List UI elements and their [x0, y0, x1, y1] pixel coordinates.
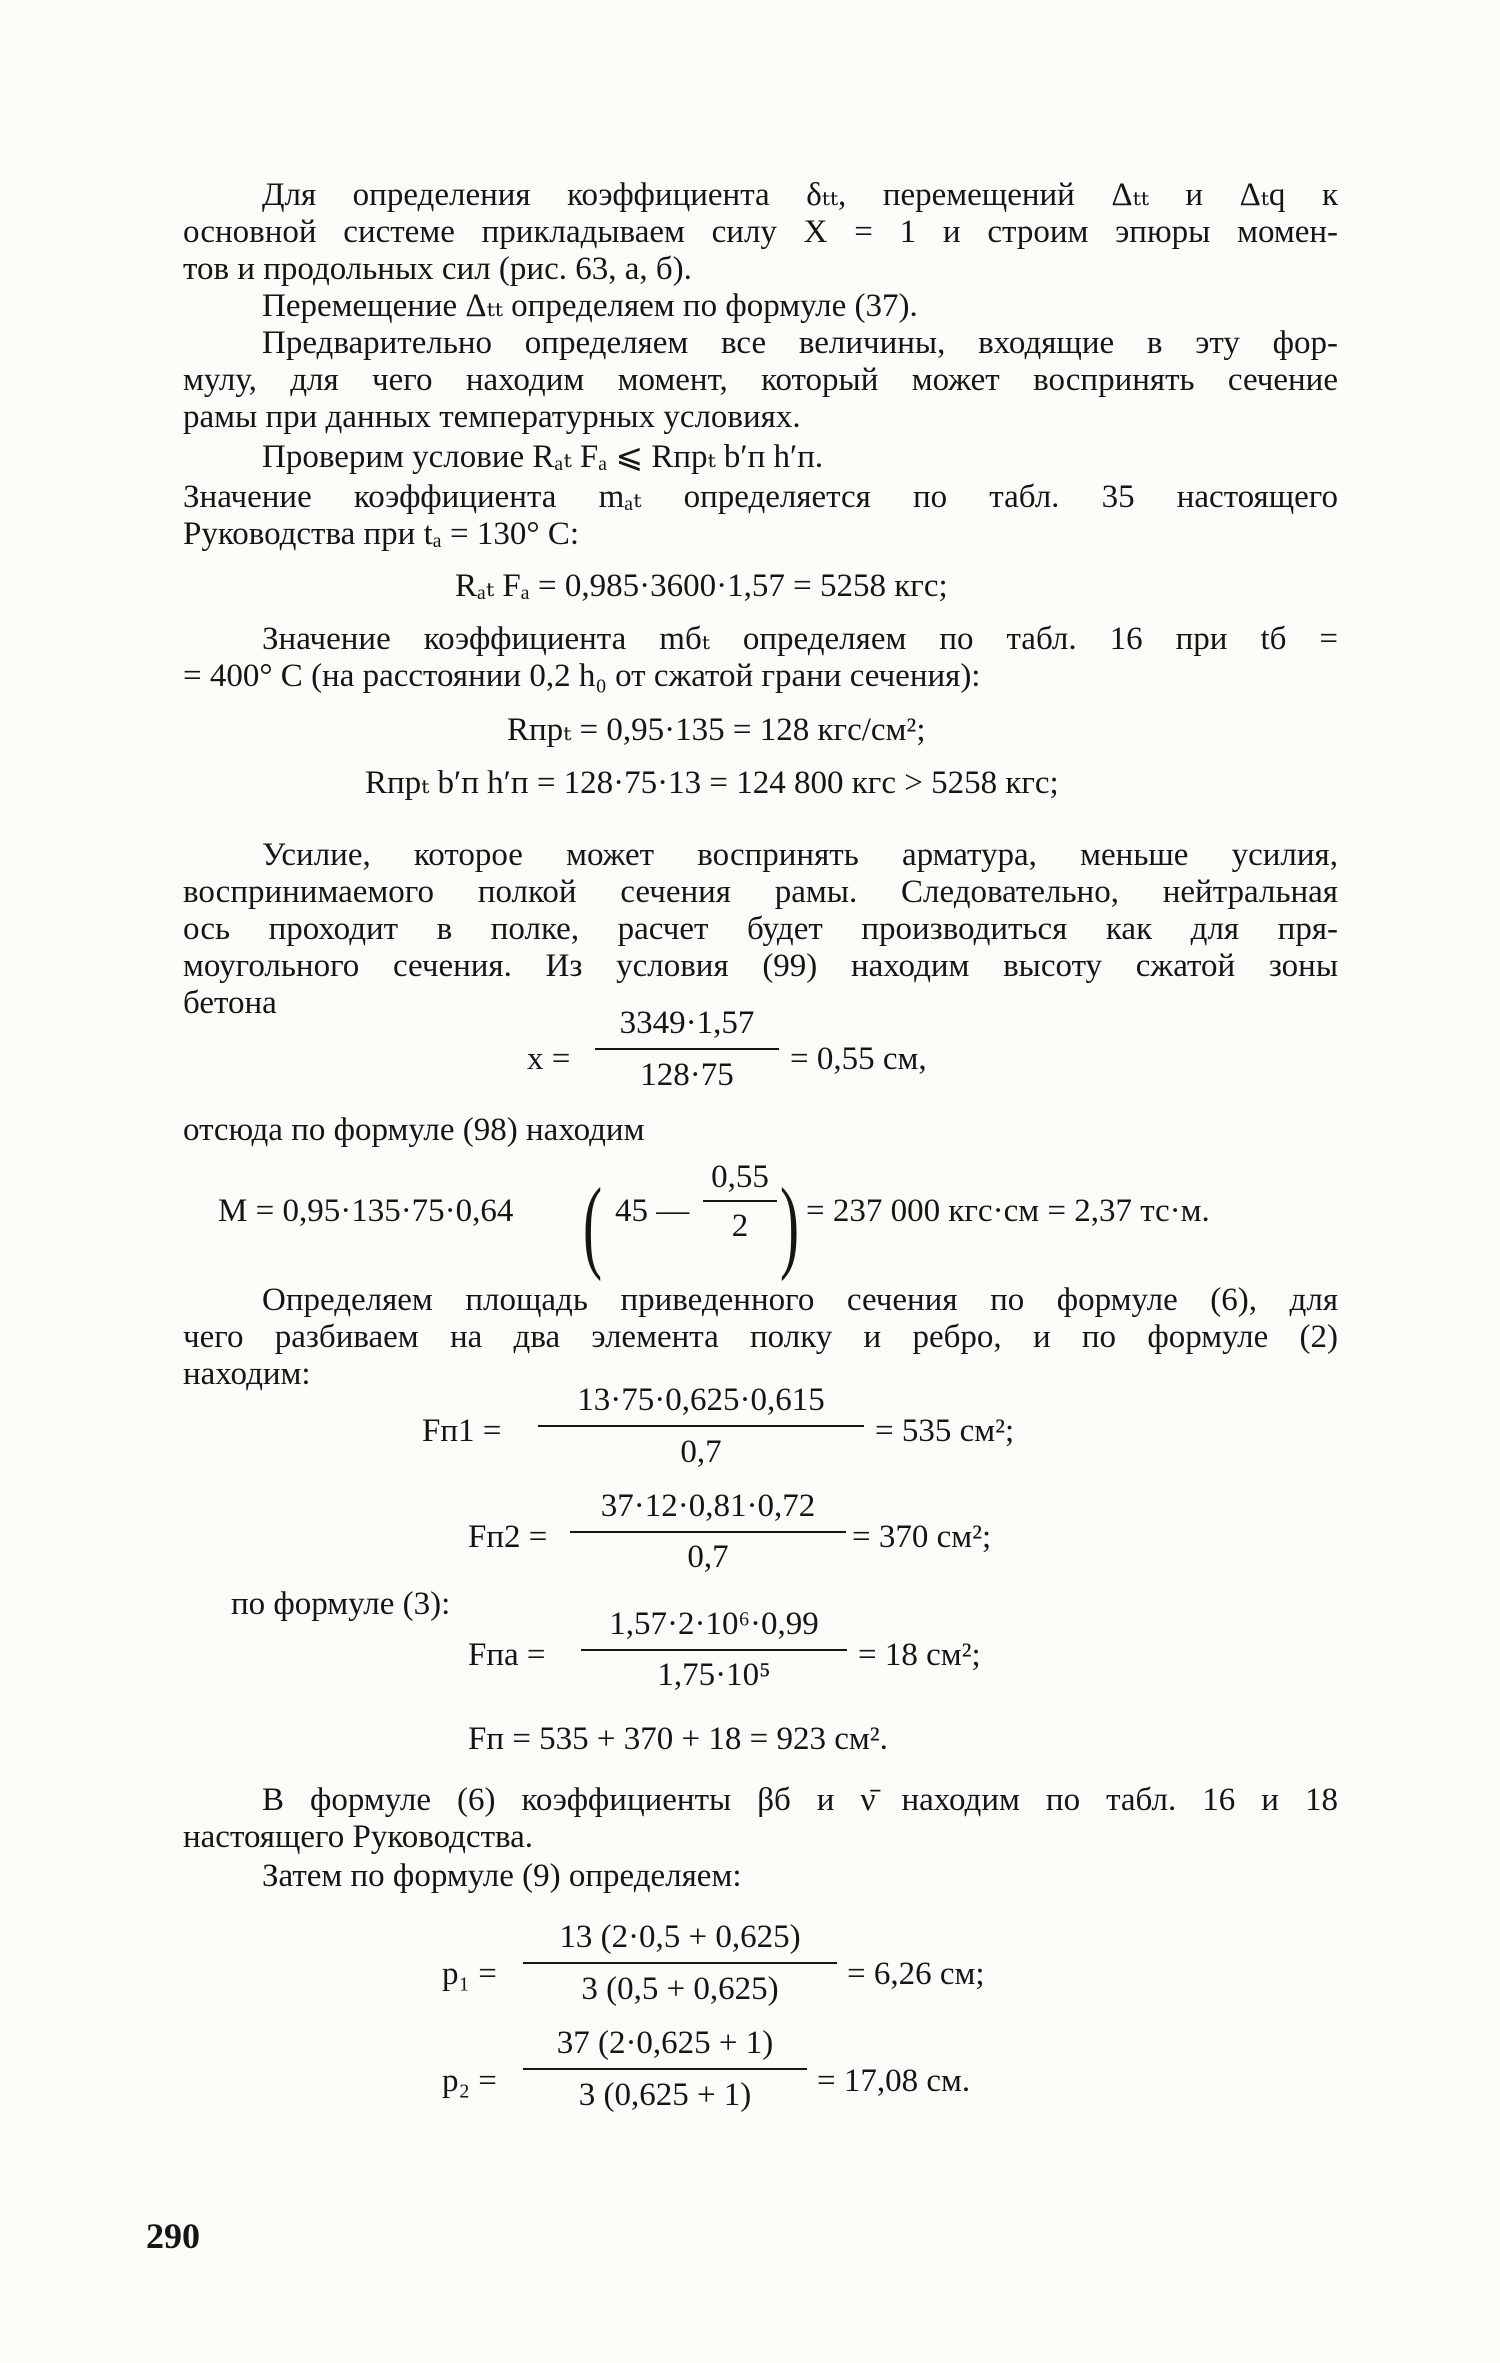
fraction-bar	[570, 1531, 846, 1533]
text-line: Значение коэффициента mₐₜ определяется по табл. 35 настоящего	[183, 479, 1338, 515]
formula-fp1-rhs: = 535 см²;	[875, 1413, 1015, 1449]
text-line: Перемещение Δₜₜ определяем по формуле (37).	[262, 288, 918, 324]
formula-fpa-denominator: 1,75·10⁵	[657, 1657, 771, 1693]
text-line: находим:	[183, 1356, 311, 1392]
text-line: Руководства при tₐ = 130° С:	[183, 516, 580, 552]
formula-fp2-denominator: 0,7	[687, 1539, 729, 1575]
formula-fp1-numerator: 13·75·0,625·0,615	[577, 1382, 825, 1418]
formula-p2-numerator: 37 (2·0,625 + 1)	[556, 2025, 774, 2061]
text-line: отсюда по формуле (98) находим	[183, 1112, 645, 1148]
formula-x-lhs: x =	[527, 1041, 571, 1077]
text-line: бетона	[183, 985, 277, 1021]
text-line: настоящего Руководства.	[183, 1819, 534, 1855]
formula-p1-numerator: 13 (2·0,5 + 0,625)	[559, 1919, 801, 1955]
text-line: тов и продольных сил (рис. 63, а, б).	[183, 251, 692, 287]
text-line: В формуле (6) коэффициенты βб и ν̄ находим по табл. 16 и 18	[262, 1782, 1338, 1818]
formula-p2-denominator: 3 (0,625 + 1)	[578, 2077, 752, 2113]
text-line: воспринимаемого полкой сечения рамы. Следовательно, нейтральная	[183, 874, 1338, 910]
text-line: рамы при данных температурных условиях.	[183, 399, 801, 435]
text-line: чего разбиваем на два элемента полку и ребро, и по формуле (2)	[183, 1319, 1338, 1355]
text-line: Проверим условие Rₐₜ Fₐ ⩽ Rпрₜ b′п h′п.	[262, 439, 824, 475]
formula-m-rhs: = 237 000 кгс·см = 2,37 тс·м.	[806, 1193, 1210, 1229]
fraction-bar	[595, 1048, 779, 1050]
formula-rpr2: Rпрₜ b′п h′п = 128·75·13 = 124 800 кгс > 5258 кгс;	[365, 765, 1059, 801]
formula-p1-rhs: = 6,26 см;	[847, 1956, 985, 1992]
formula-m-denominator: 2	[731, 1208, 749, 1244]
formula-x-denominator: 128·75	[640, 1057, 734, 1093]
formula-p2-rhs: = 17,08 см.	[817, 2063, 971, 2099]
formula-p2-lhs: p₂ =	[442, 2063, 497, 2099]
formula-m-term: 45 —	[615, 1193, 690, 1229]
formula-rpr: Rпрₜ = 0,95·135 = 128 кгс/см²;	[507, 712, 926, 748]
formula-m-lhs: M = 0,95·135·75·0,64	[218, 1193, 514, 1229]
fraction-bar	[523, 2068, 807, 2070]
text-line: Предварительно определяем все величины, входящие в эту фор-	[262, 325, 1338, 361]
formula-fp2-numerator: 37·12·0,81·0,72	[600, 1488, 816, 1524]
formula-p1-denominator: 3 (0,5 + 0,625)	[581, 1971, 779, 2007]
page-number: 290	[146, 2216, 200, 2256]
fraction-bar	[581, 1649, 847, 1651]
text-line: Значение коэффициента mбₜ определяем по табл. 16 при tб =	[262, 621, 1338, 657]
fraction-bar	[703, 1200, 777, 1202]
right-parenthesis: )	[780, 1167, 800, 1282]
formula-fsum: Fп = 535 + 370 + 18 = 923 см².	[468, 1721, 888, 1757]
text-line: моугольного сечения. Из условия (99) находим высоту сжатой зоны	[183, 948, 1338, 984]
formula-fpa-lhs: Fпа =	[468, 1637, 546, 1673]
formula-fp1-denominator: 0,7	[680, 1434, 722, 1470]
left-parenthesis: (	[583, 1167, 603, 1282]
text-line: основной системе прикладываем силу X = 1 и строим эпюры момен-	[183, 214, 1338, 250]
fraction-bar	[523, 1962, 837, 1964]
text-line: Затем по формуле (9) определяем:	[262, 1858, 742, 1894]
text-line: мулу, для чего находим момент, который может воспринять сечение	[183, 362, 1338, 398]
text-line: ось проходит в полке, расчет будет производиться как для пря-	[183, 911, 1338, 947]
text-line: = 400° С (на расстоянии 0,2 h₀ от сжатой грани сечения):	[183, 658, 981, 694]
formula-p1-lhs: p₁ =	[442, 1956, 497, 1992]
text-line: Определяем площадь приведенного сечения по формуле (6), для	[262, 1282, 1338, 1318]
fraction-bar	[538, 1425, 864, 1427]
formula-fp2-lhs: Fп2 =	[468, 1519, 548, 1555]
formula-fp2-rhs: = 370 см²;	[852, 1519, 992, 1555]
text-line: Для определения коэффициента δₜₜ, перемещений Δₜₜ и Δₜq к	[262, 177, 1338, 213]
formula-fpa-rhs: = 18 см²;	[858, 1637, 981, 1673]
formula-rf: Rₐₜ Fₐ = 0,985·3600·1,57 = 5258 кгс;	[455, 568, 948, 604]
formula-fpa-numerator: 1,57·2·10⁶·0,99	[609, 1606, 819, 1642]
formula-x-numerator: 3349·1,57	[619, 1005, 755, 1041]
formula-x-rhs: = 0,55 см,	[790, 1041, 927, 1077]
formula-m-numerator: 0,55	[711, 1159, 769, 1195]
text-line: Усилие, которое может воспринять арматура, меньше усилия,	[262, 837, 1338, 873]
text-line: по формуле (3):	[231, 1586, 451, 1622]
formula-fp1-lhs: Fп1 =	[422, 1413, 502, 1449]
